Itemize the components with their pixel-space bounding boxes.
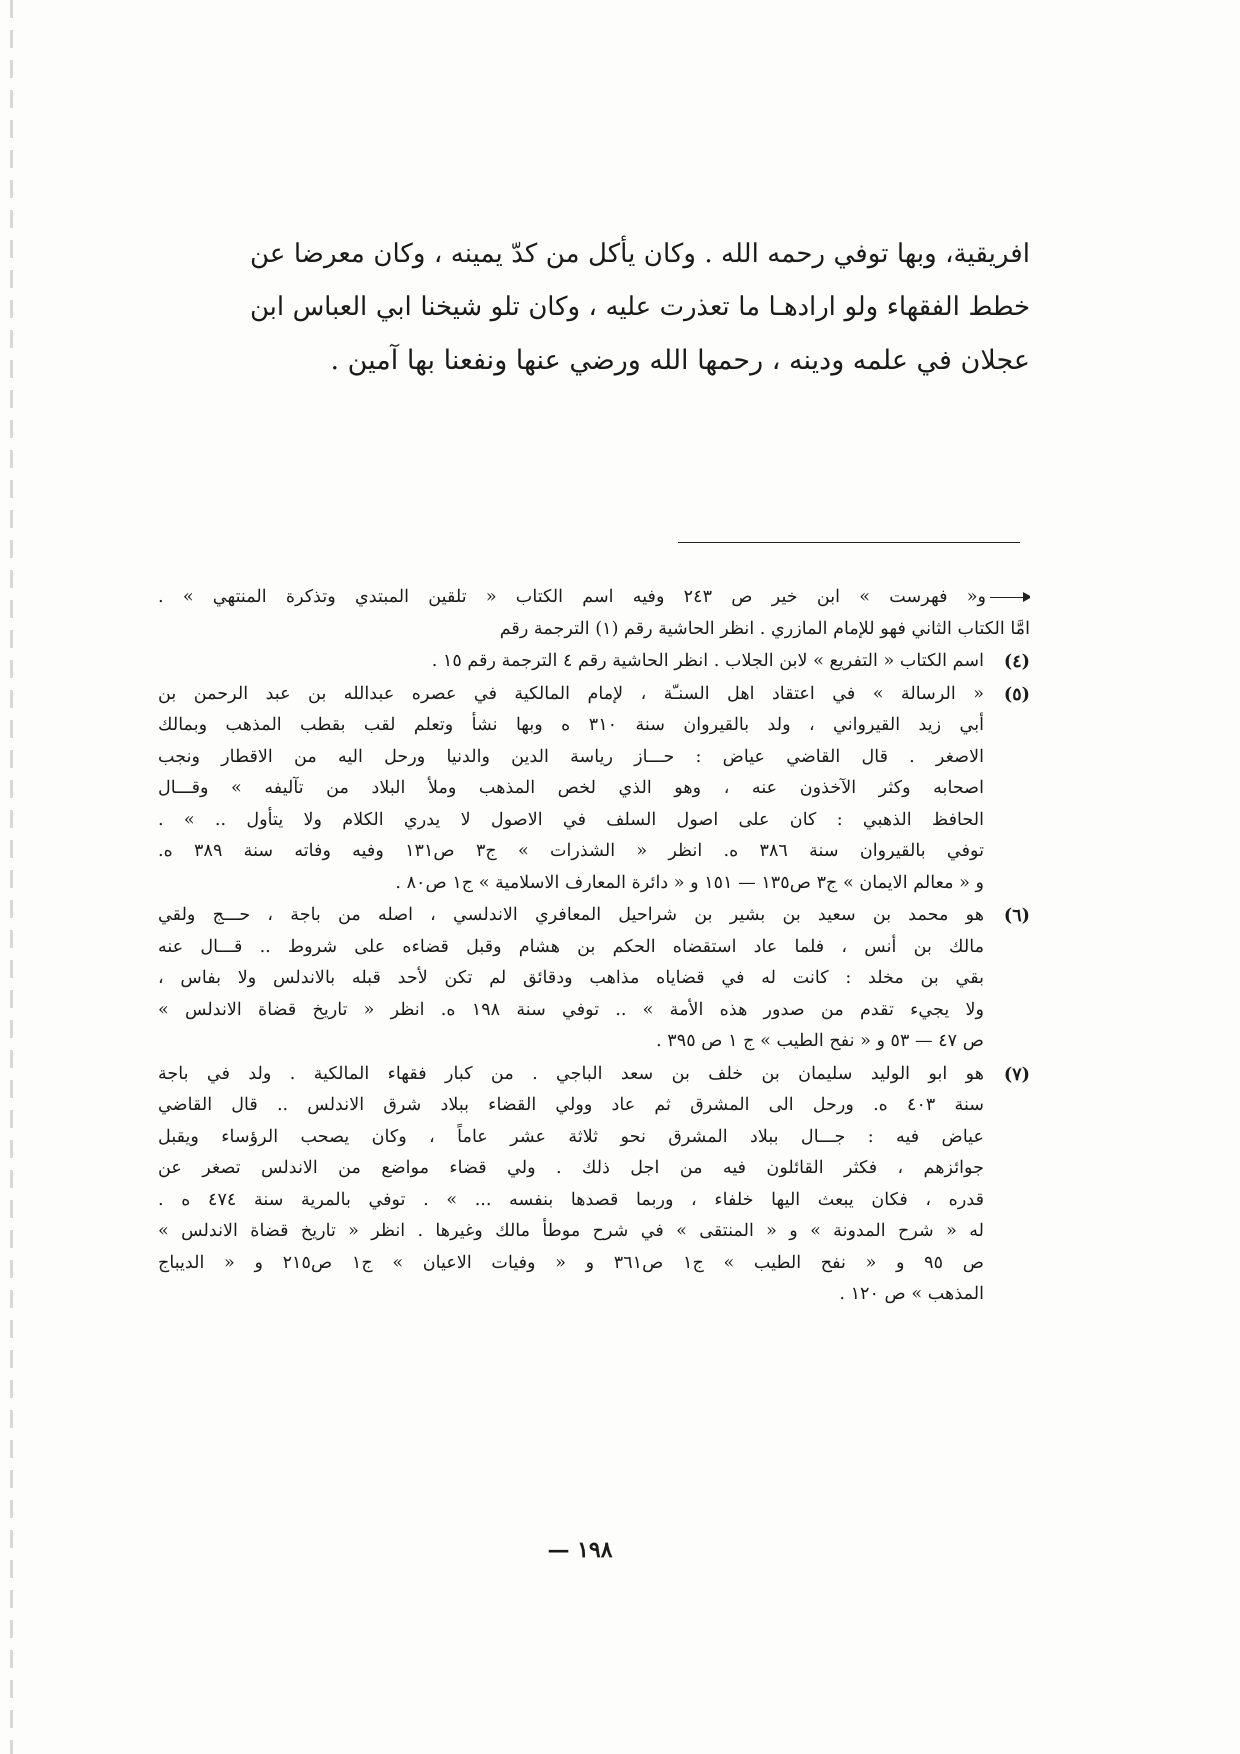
footnote-line: عياض فيه : جـــال ببلاد المشرق نحو ثلاثة عشر عاماً ، وكان يصحب الرؤساء ويقبل [158, 1126, 984, 1147]
footnote-separator [678, 542, 1020, 543]
footnote-line: الاصغر . قال القاضي عياض : حـــاز رياسة الدين والدنيا ورحل اليه من الاقطار ونجب [158, 746, 984, 767]
footnote-7 [158, 1059, 1030, 1311]
footnote-line: اسم الكتاب « التفريع » لابن الجلاب . انظر الحاشية رقم ٤ الترجمة رقم ١٥ . [431, 651, 984, 671]
footnote-line: و « معالم الايمان » ج٣ ص١٣٥ — ١٥١ و « دائرة المعارف الاسلامية » ج١ ص٨٠ . [395, 872, 984, 893]
continuation-arrow-icon [990, 597, 1030, 598]
footnote-line: الحافظ الذهبي : كان على اصول السلف في الاصول لا يدري الكلام ولا يتأول .. » . [158, 809, 984, 830]
footnote-continuation [158, 582, 1030, 645]
footnote-marker: (٤) [1003, 651, 1030, 672]
footnote-line: أبي زيد القيرواني ، ولد بالقيروان سنة ٣١٠ ه وبها نشأ وتعلم لقب بقطب المذهب وبمالك [158, 715, 984, 735]
footnote-line: ص ٤٧ — ٥٣ و « نفح الطيب » ج ١ ص ٣٩٥ . [656, 1031, 984, 1051]
page-number: ١٩٨ — [547, 1537, 613, 1563]
main-paragraph [250, 228, 1030, 387]
footnote-line-text: و« فهرست » ابن خير ص ٢٤٣ وفيه اسم الكتاب « تلقين المبتدي وتذكرة المنتهي » . [158, 587, 986, 607]
footnote-line: بقي بن مخلد : كانت له في قضاياه مذاهب ودقائق لم تكن لأحد قبله بالاندلس ولا بفاس ، [158, 968, 984, 988]
footnote-marker: (٥) [1003, 683, 1030, 705]
footnote-line: هو ابو الوليد سليمان بن خلف بن سعد الباجي . من كبار فقهاء المالكية . ولد في باجة [158, 1063, 984, 1084]
main-text-line: عجلان في علمه ودينه ، رحمها الله ورضي عنها ونفعنا بها آمين . [330, 345, 1030, 376]
footnote-marker: (٦) [1003, 905, 1030, 926]
footnote-marker: (٧) [1003, 1063, 1030, 1085]
footnote-5 [158, 679, 1030, 900]
main-text-line: خطط الفقهاء ولو ارادهـا ما تعذرت عليه ، وكان تلو شيخنا ابي العباس ابن [250, 292, 1030, 322]
footnote-line: ولا يجيء تقدم من صدور هذه الأمة » .. توفي سنة ١٩٨ ه. انظر « تاريخ قضاة الاندلس » [158, 999, 984, 1020]
footnote-line: المذهب » ص ١٢٠ . [839, 1284, 984, 1304]
footnote-6 [158, 900, 1030, 1058]
footnote-line: قدره ، فكان يبعث اليها خلفاء ، وربما قصدها بنفسه ... » . توفي بالمرية سنة ٤٧٤ ه . [158, 1189, 984, 1210]
footnote-line: ص ٩٥ و « نفح الطيب » ج١ ص٣٦١ و « وفيات الاعيان » ج١ ص٢١٥ و « الديباج [158, 1252, 984, 1273]
footnote-line: له « شرح المدونة » و « المنتقى » في شرح موطأ مالك وغيرها . انظر « تاريخ قضاة الاندلس » [158, 1221, 984, 1241]
footnote-line: توفي بالقيروان سنة ٣٨٦ ه. انظر « الشذرات » ج٣ ص١٣١ وفيه وفاته سنة ٣٨٩ ه. [158, 841, 984, 861]
footnote-line: هو محمد بن سعيد بن بشير بن شراحيل المعافري الاندلسي ، اصله من باجة ، حـــج ولقي [158, 905, 984, 925]
footnote-line: مالك بن أنس ، فلما عاد استقضاه الحكم بن هشام وقبل قضاءه على شروط .. قـــال عنه [158, 936, 984, 957]
footnote-line: سنة ٤٠٣ ه. ورحل الى المشرق ثم عاد وولي القضاء ببلاد شرق الاندلس .. قال القاضي [158, 1095, 984, 1115]
footnote-line: اصحابه وكثر الآخذون عنه ، وهو الذي لخص المذهب وملأ البلاد من تآليفه » وقـــال [158, 778, 984, 798]
footnote-line: امَّا الكتاب الثاني فهو للإمام المازري . انظر الحاشية رقم (١) الترجمة رقم [499, 618, 1030, 639]
footnote-line [158, 582, 1030, 614]
footnote-line: « الرسالة » في اعتقاد اهل السنـّة ، لإمام المالكية في عصره عبدالله بن عبد الرحمن بن [158, 683, 984, 704]
main-text-line: افريقية، وبها توفي رحمه الله . وكان يأكل من كدّ يمينه ، وكان معرضا عن [250, 239, 1030, 269]
footnote-line: جوائزهم ، فكثر القائلون فيه من اجل ذلك . ولي قضاء مواضع من الاندلس تصغر عن [158, 1158, 984, 1178]
scan-edge-artifact [10, 0, 13, 1754]
footnote-4 [158, 646, 1030, 678]
footnotes [158, 582, 1030, 1311]
